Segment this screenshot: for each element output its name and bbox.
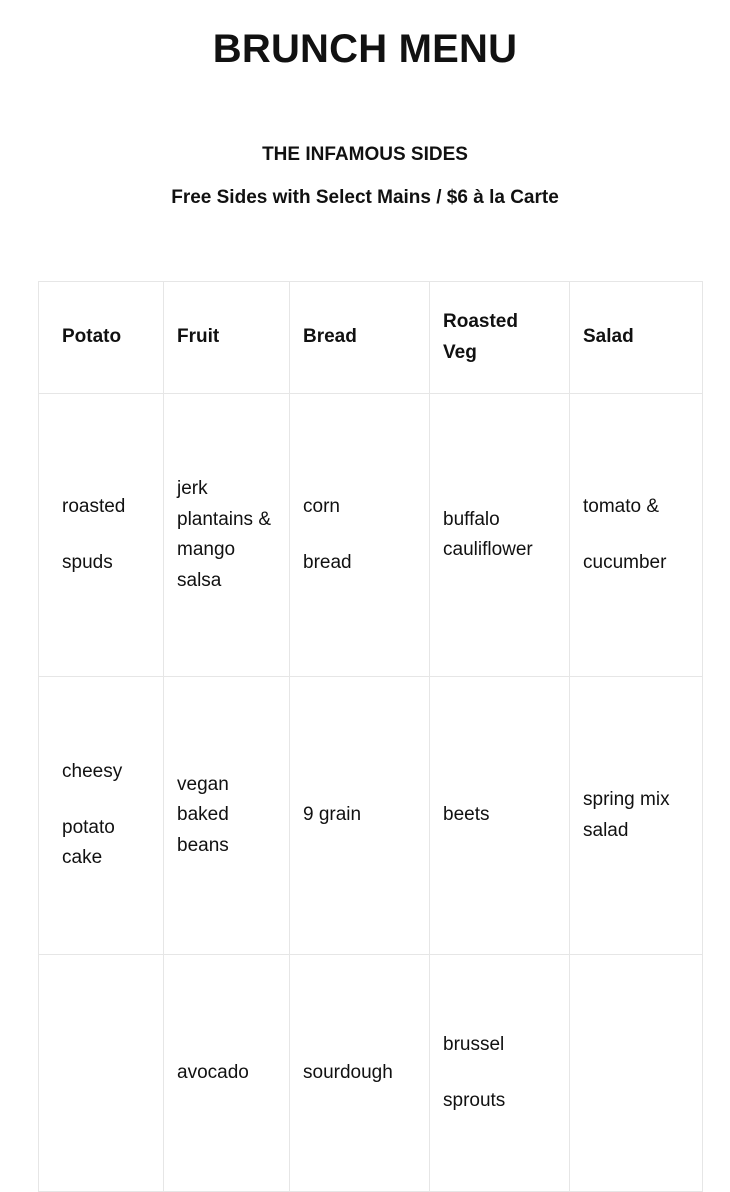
table-row	[39, 955, 703, 1192]
table-cell: avocado	[164, 955, 290, 1192]
table-cell: vegan baked beans	[164, 677, 290, 955]
table-row	[39, 394, 703, 677]
paragraph-gap	[62, 523, 151, 548]
table-cell	[430, 955, 570, 1192]
table-cell	[570, 955, 703, 1192]
table-cell	[290, 394, 430, 677]
column-header-salad: Salad	[570, 282, 703, 394]
column-header-bread: Bread	[290, 282, 430, 394]
section-heading: THE INFAMOUS SIDES	[262, 144, 468, 165]
cell-text-line: spuds	[62, 551, 113, 573]
table-cell	[39, 677, 164, 955]
cell-text-line: roasted	[62, 496, 126, 517]
cell-text-line: brussel	[443, 1034, 505, 1055]
paragraph-gap	[62, 788, 151, 813]
cell-text-line: cucumber	[583, 551, 667, 573]
table-cell	[39, 955, 164, 1192]
table-cell: sourdough	[290, 955, 430, 1192]
table-cell: buffalo cauliflower	[430, 394, 570, 677]
table-cell	[570, 394, 703, 677]
table-row	[39, 677, 703, 955]
table-cell	[39, 394, 164, 677]
cell-text-line: corn	[303, 496, 340, 517]
table-header-row	[39, 282, 703, 394]
paragraph-gap	[443, 1061, 557, 1086]
page-title: BRUNCH MENU	[212, 27, 518, 71]
table-cell: 9 grain	[290, 677, 430, 955]
table-cell: spring mix salad	[570, 677, 703, 955]
cell-text-line: sprouts	[443, 1089, 506, 1111]
section-subheading: Free Sides with Select Mains / $6 à la Carte	[171, 187, 559, 208]
cell-text-line: potato cake	[62, 816, 115, 869]
column-header-potato: Potato	[39, 282, 164, 394]
paragraph-gap	[583, 523, 690, 548]
column-header-fruit: Fruit	[164, 282, 290, 394]
table-cell: jerk plantains & mango salsa	[164, 394, 290, 677]
cell-text-line: cheesy	[62, 761, 123, 783]
paragraph-gap	[303, 523, 417, 548]
sides-table	[38, 281, 703, 1192]
cell-text-line: bread	[303, 551, 352, 573]
table-cell: beets	[430, 677, 570, 955]
column-header-roasted-veg: Roasted Veg	[430, 282, 570, 394]
cell-text-line: tomato &	[583, 496, 660, 517]
